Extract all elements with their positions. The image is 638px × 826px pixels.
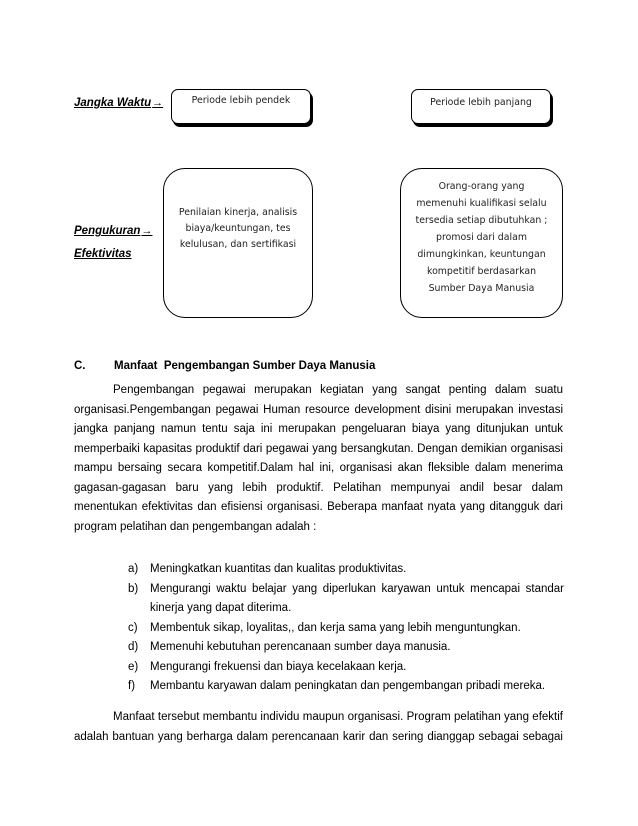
box-long-measurement: [400, 168, 563, 318]
section-letter: C.: [74, 360, 86, 372]
section-title: Manfaat Pengembangan Sumber Daya Manusia: [114, 360, 376, 372]
box-line: Sumber Daya Manusia: [428, 283, 535, 294]
row-label-text: Jangka Waktu: [74, 97, 152, 109]
box-line: dimungkinkan, keuntungan: [417, 249, 546, 260]
paragraph-1: [74, 381, 563, 537]
list-marker: d): [128, 641, 139, 653]
box-short-measurement: [163, 168, 313, 318]
box-line: biaya/keuntungan, tes: [185, 223, 291, 234]
paragraph-line: menentukan efektivitas dan efisiensi organisasi. Beberapa manfaat nyata yang ditangguk dari: [74, 501, 563, 513]
paragraph-line: mampu bersaing secara kompetitif.Dalam hal ini, organisasi akan fleksible dalam menerima: [74, 462, 563, 474]
list-marker: a): [128, 563, 139, 575]
list-text: Membantu karyawan dalam peningkatan dan pengembangan pribadi mereka.: [150, 680, 546, 692]
list-text: Mengurangi frekuensi dan biaya kecelakaan kerja.: [150, 661, 407, 673]
paragraph-line: memperbaiki kapasitas produktif dari pegawai yang bersangkutan. Dengan demikian organisasi: [74, 442, 563, 455]
list-marker: f): [128, 680, 136, 692]
paragraph-line: gagasan-gagasan baru yang lebih produktif. Pelatihan mempunyai andil besar dalam: [74, 481, 563, 494]
paragraph-line: adalah bantuan yang berharga dalam perencanaan karir dan sering dianggap sebagai sebagai: [74, 730, 563, 743]
row-label-efektivitas: Efektivitas: [74, 248, 132, 260]
list-text: Meningkatkan kuantitas dan kualitas produktivitas.: [150, 563, 407, 575]
row-label-jangka-waktu: [74, 97, 163, 109]
paragraph-line: Manfaat tersebut membantu individu maupun organisasi. Program pelatihan yang efektif: [113, 711, 563, 723]
box-line: kelulusan, dan sertifikasi: [179, 239, 297, 250]
box-text: Periode lebih panjang: [430, 97, 532, 108]
arrow-right-icon: →: [152, 97, 164, 109]
box-long-period: [411, 89, 551, 124]
paragraph-line: Pengembangan pegawai merupakan kegiatan yang sangat penting dalam suatu: [113, 384, 563, 396]
row-label-pengukuran: [74, 225, 152, 237]
list-marker: e): [128, 661, 139, 673]
box-text: Periode lebih pendek: [191, 95, 291, 106]
list-marker: b): [128, 583, 139, 595]
box-line: memenuhi kualifikasi selalu: [416, 198, 547, 209]
paragraph-line: jangka panjang namun tentu saja ini merupakan pengeluaran biaya yang ditunjukan untuk: [74, 423, 563, 435]
paragraph-2: [74, 708, 563, 747]
box-line: tersedia setiap dibutuhkan ;: [415, 215, 548, 226]
box-line: promosi dari dalam: [436, 232, 527, 243]
list-text: Membentuk sikap, loyalitas,, dan kerja sama yang lebih menguntungkan.: [150, 622, 521, 634]
paragraph-line: organisasi.Pengembangan pegawai Human resource development disini merupakan investasi: [74, 403, 563, 416]
arrow-right-icon: →: [141, 225, 153, 237]
list-text: Mengurangi waktu belajar yang diperlukan karyawan untuk mencapai standar: [150, 583, 564, 595]
list-text: Memenuhi kebutuhan perencanaan sumber daya manusia.: [150, 641, 451, 653]
list-marker: c): [128, 622, 138, 634]
paragraph-line: program pelatihan dan pengembangan adalah :: [74, 520, 317, 533]
box-line: Penilaian kinerja, analisis: [178, 207, 298, 218]
list-text: kinerja yang dapat diterima.: [150, 602, 292, 614]
box-line: Orang-orang yang: [438, 181, 525, 192]
box-short-period: [171, 89, 311, 124]
box-line: kompetitif berdasarkan: [426, 266, 537, 277]
row-label-text: Pengukuran: [74, 225, 141, 237]
